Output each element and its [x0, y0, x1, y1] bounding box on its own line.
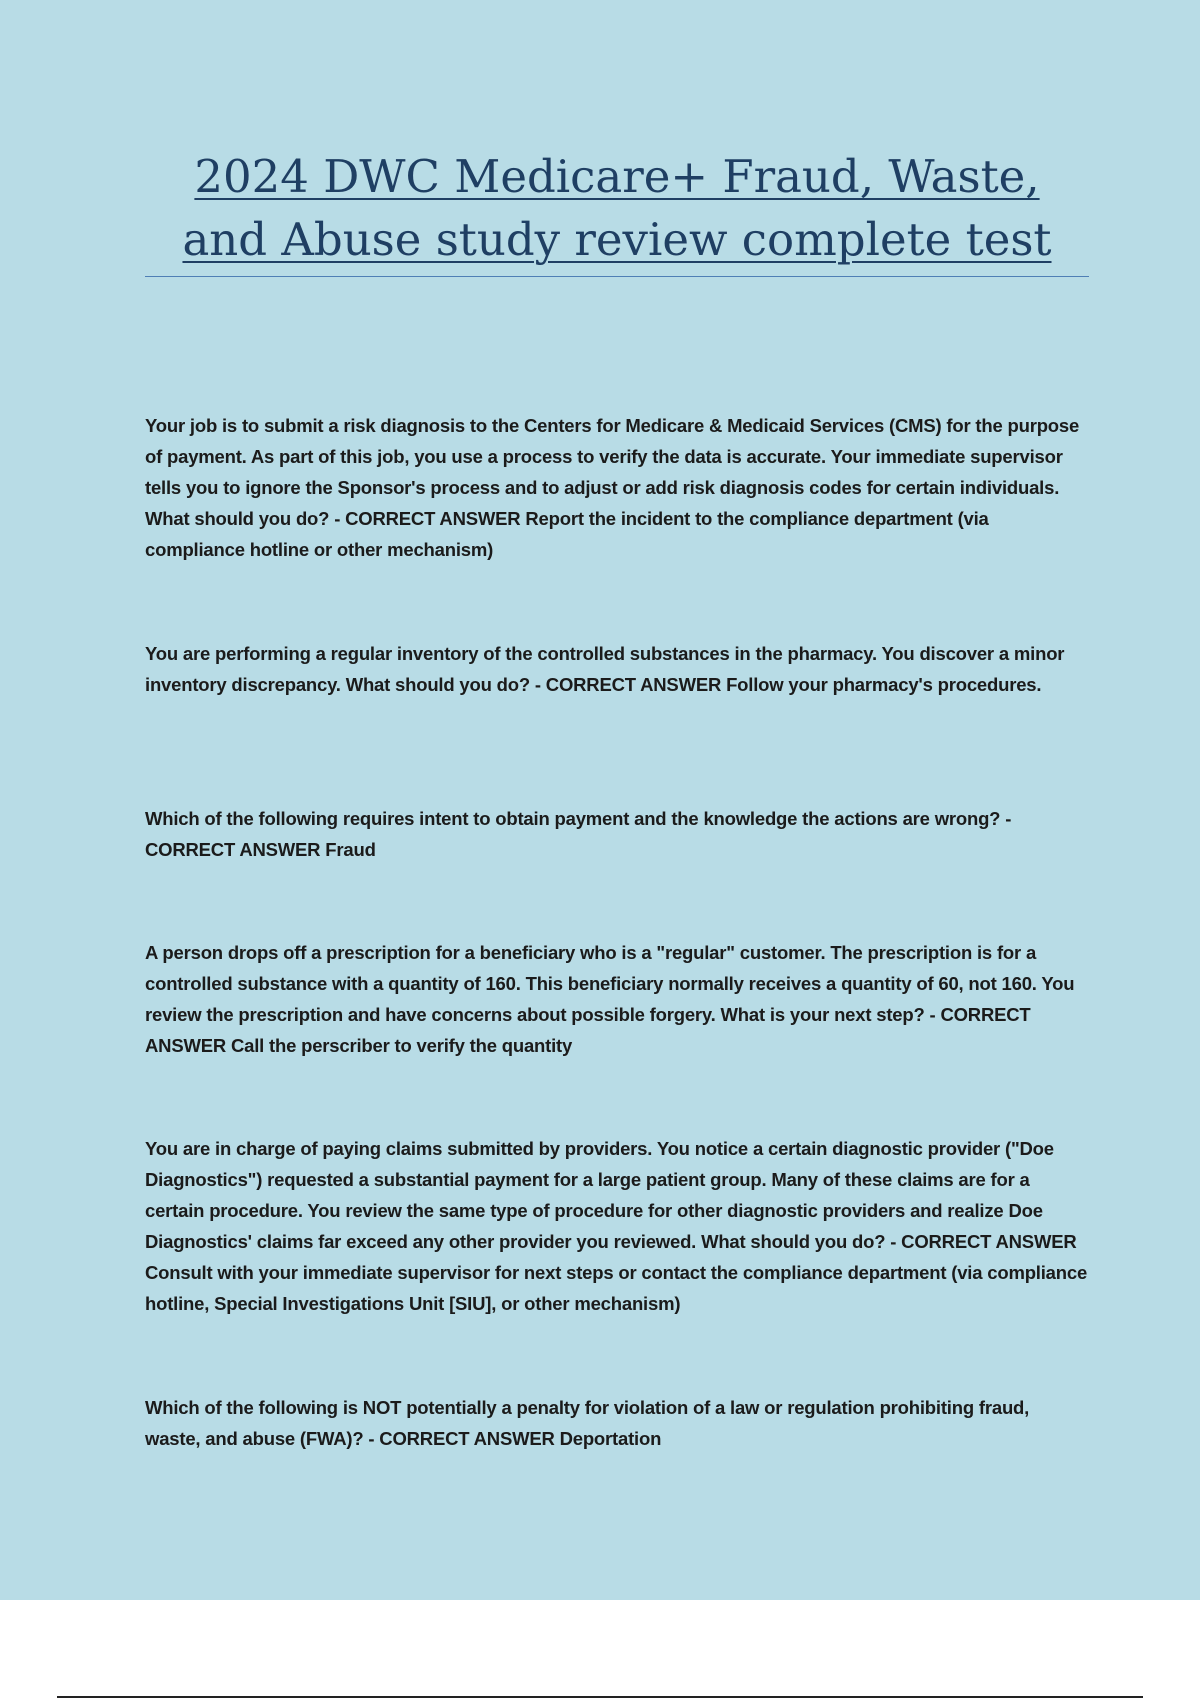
qa-entry: Which of the following requires intent to obtain payment and the knowledge the actions are wrong? - CORRECT ANSWER Fraud	[145, 808, 1012, 860]
qa-entry: Your job is to submit a risk diagnosis to the Centers for Medicare & Medicaid Services (CMS) for the purpose of payment. As part of this job, you use a process to verify the data is accurate. Your immediate supervisor tells you to ignore the Sponsor's process and to adjust or add risk diagnosis codes for certain individuals. What should you do? - CORRECT ANSWER Report the incident to the compliance department (via compliance hotline or other mechanism)	[145, 415, 1080, 560]
qa-entry: A person drops off a prescription for a beneficiary who is a "regular" customer. The prescription is for a controlled substance with a quantity of 160. This beneficiary normally receives a quantity of 60, not 160. You review the prescription and have concerns about possible forgery. What is your next step? - CORRECT ANSWER Call the perscriber to verify the quantity	[145, 942, 1075, 1056]
title-divider	[145, 276, 1089, 277]
qa-entry: You are in charge of paying claims submitted by providers. You notice a certain diagnostic provider ("Doe Diagnostics") requested a substantial payment for a large patient group. Many of these claims are for a certain procedure. You review the same type of procedure for other diagnostic providers and realize Doe Diagnostics' claims far exceed any other provider you reviewed. What should you do? - CORRECT ANSWER Consult with your immediate supervisor for next steps or contact the compliance department (via compliance hotline, Special Investigations Unit [SIU], or other mechanism)	[145, 1138, 1088, 1314]
document-title: 2024 DWC Medicare+ Fraud, Waste, and Abuse study review complete test	[182, 150, 1052, 266]
qa-entry: Which of the following is NOT potentially a penalty for violation of a law or regulation prohibiting fraud, waste, and abuse (FWA)? - CORRECT ANSWER Deportation	[145, 1397, 1030, 1449]
footer-divider	[57, 1696, 1143, 1698]
qa-entry: You are performing a regular inventory of the controlled substances in the pharmacy. You discover a minor inventory discrepancy. What should you do? - CORRECT ANSWER Follow your pharmacy's procedures.	[145, 643, 1065, 695]
